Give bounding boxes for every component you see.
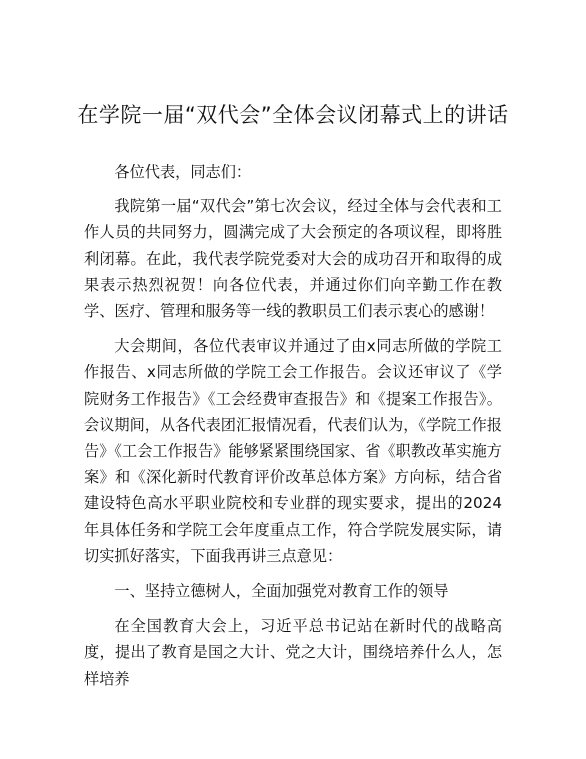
paragraph-opening: 我院第一届“双代会”第七次会议，经过全体与会代表和工作人员的共同努力，圆满完成了大会预定的各项议程，即将胜利闭幕。在此，我代表学院党委对大会的成功召开和取得的成果表示热烈祝贺！向各位代表，并通过你们向辛勤工作在教学、医疗、管理和服务等一线的教职员工们表示衷心的感谢！ [84, 197, 502, 321]
document-title: 在学院一届“双代会”全体会议闭幕式上的讲话 [77, 103, 509, 127]
section-heading: 一、坚持立德树人，全面加强党对教育工作的领导 [114, 582, 449, 601]
section-paragraph: 在全国教育大会上，习近平总书记站在新时代的战略高度，提出了教育是国之大计、党之大计，围绕培养什么人，怎样培养 [84, 617, 502, 688]
paragraph-reports: 大会期间，各位代表审议并通过了由x同志所做的学院工作报告、x同志所做的学院工会工作报告。会议还审议了《学院财务工作报告》《工会经费审查报告》和《提案工作报告》。会议期间，从各代表团汇报情况看，代表们认为，《学院工作报告》《工会工作报告》能够紧紧围绕国家、省《职教改革实施方案》和《深化新时代教育评价改革总体方案》方向标，结合省建设特色高水平职业院校和专业群的现实要求，提出的2024年具体任务和学院工会年度重点工作，符合学院发展实际，请切实抓好落实，下面我再讲三点意见： [84, 337, 502, 565]
document-body [84, 159, 502, 701]
salutation: 各位代表，同志们： [114, 163, 252, 181]
